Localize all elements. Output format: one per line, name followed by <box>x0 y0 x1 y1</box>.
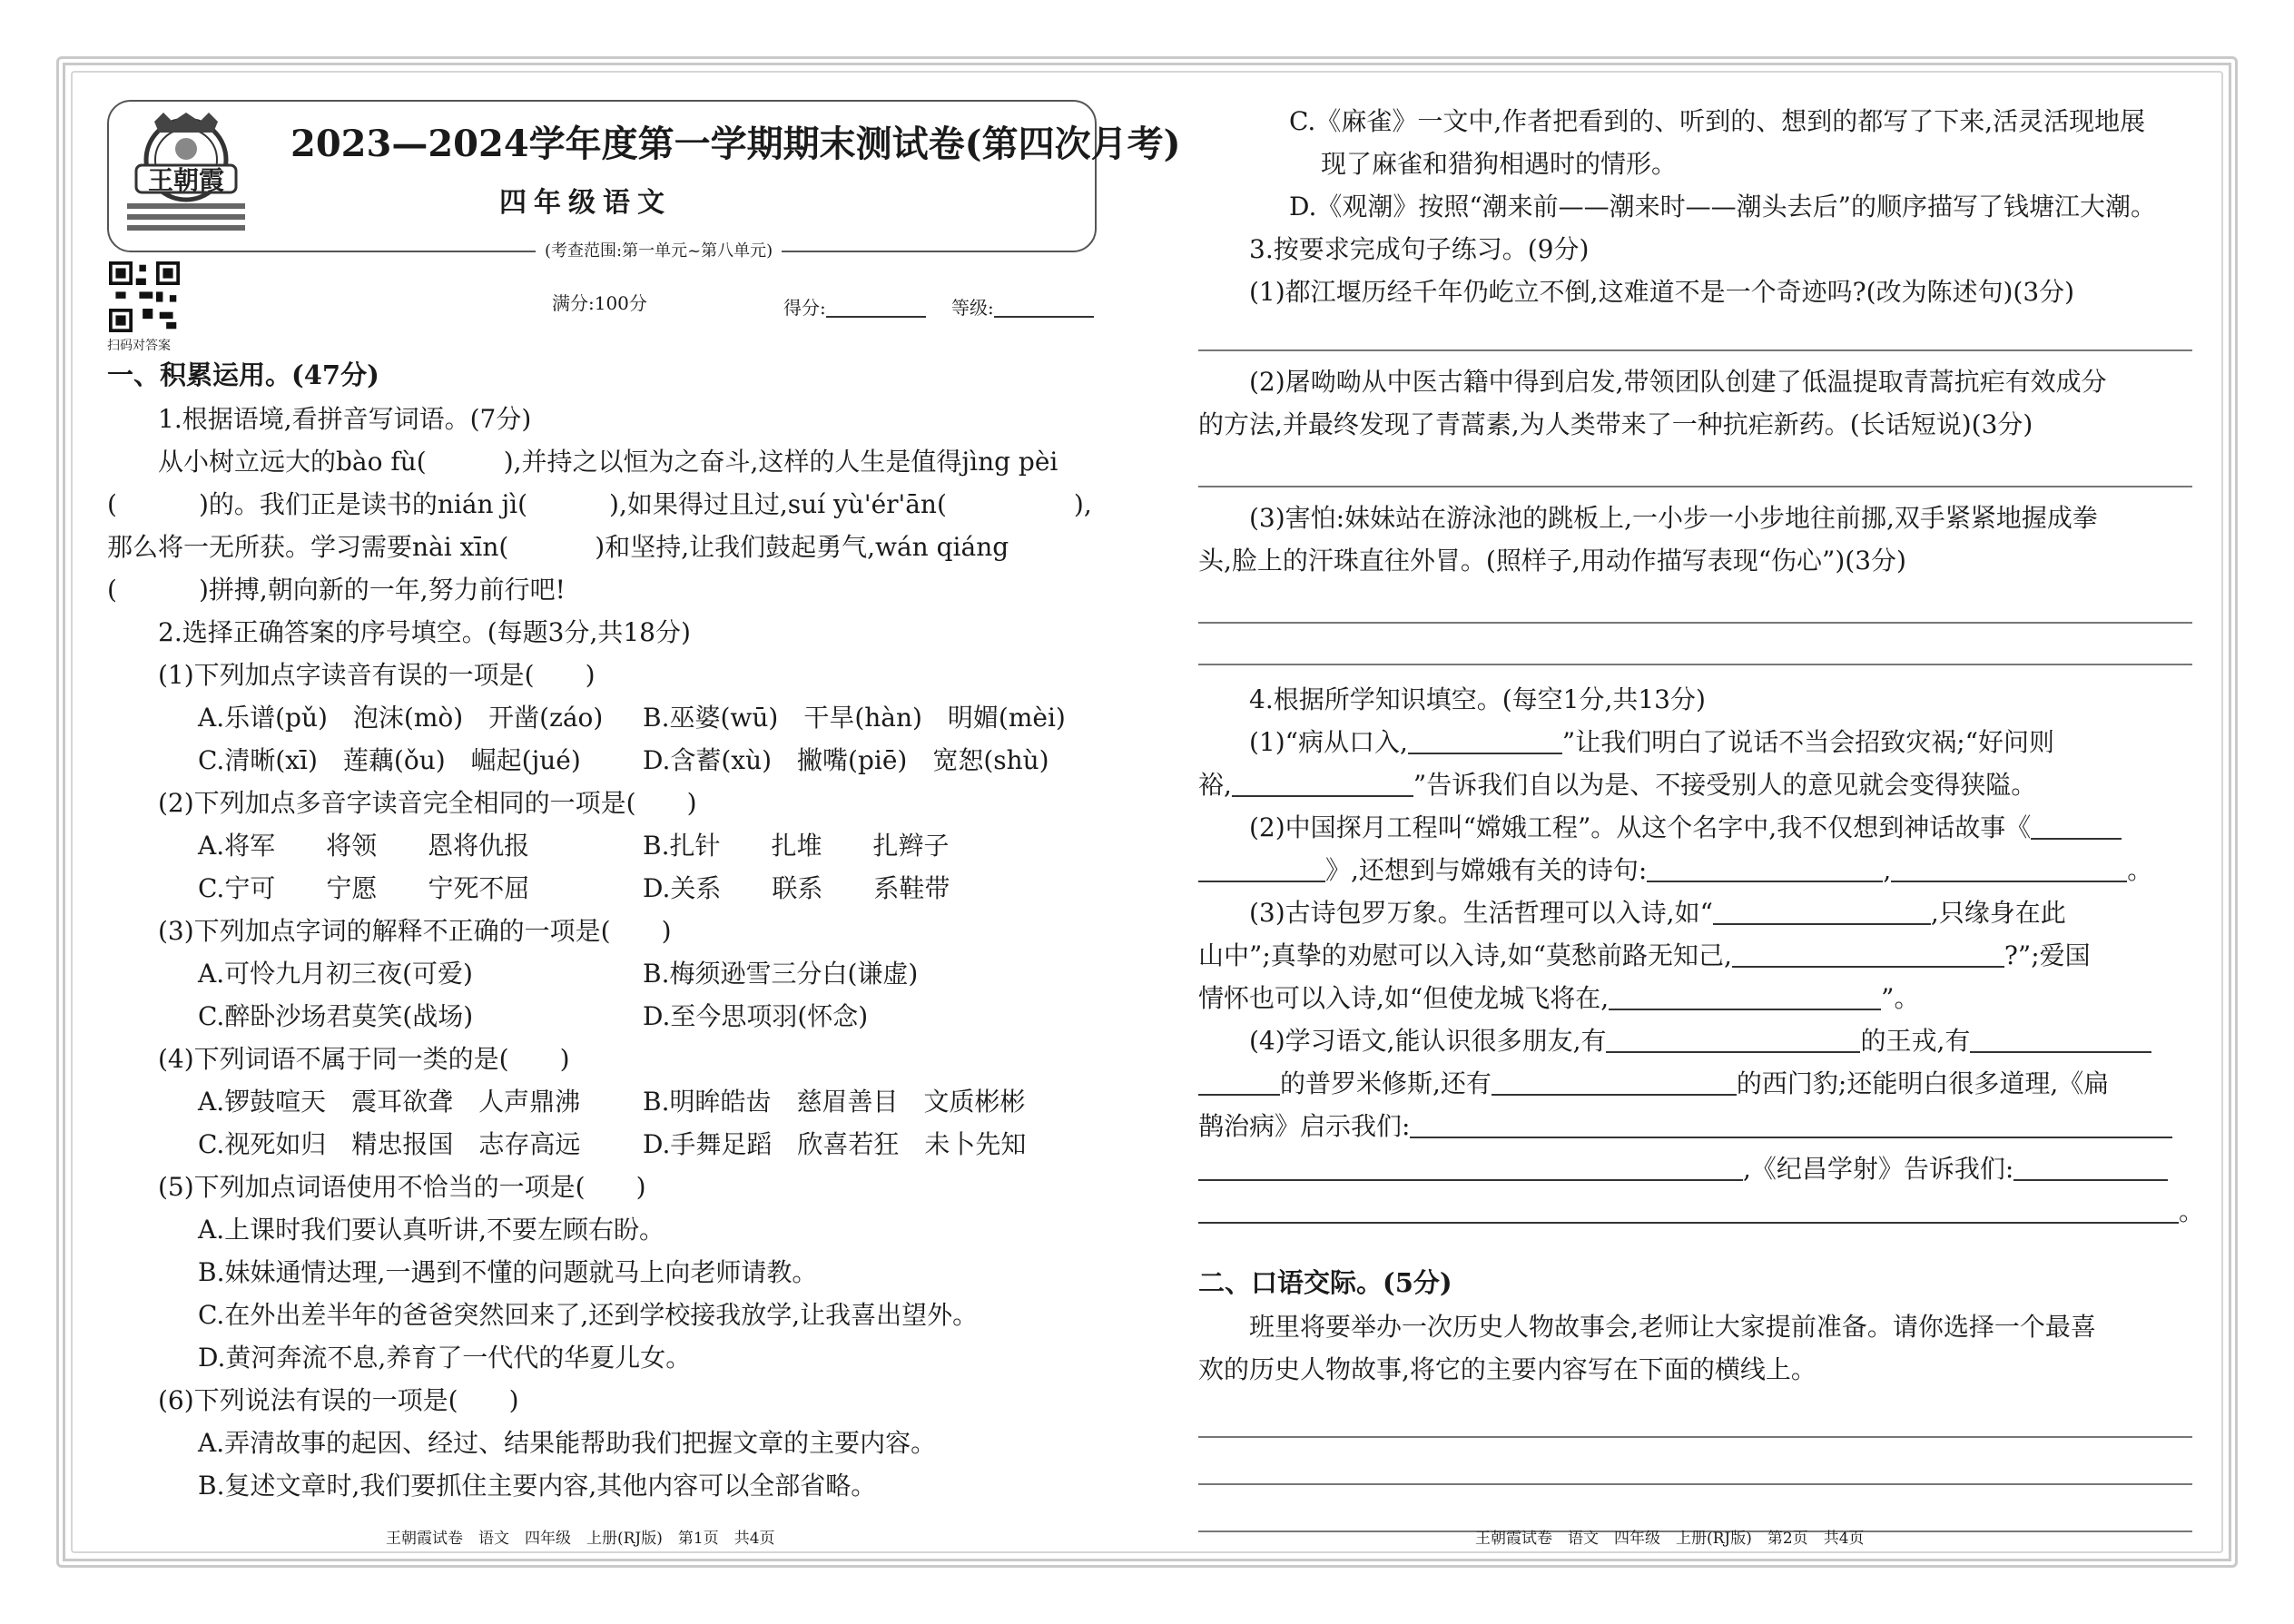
fill-blank[interactable] <box>1732 939 2004 968</box>
option: D.关系 联系 系鞋带 <box>643 873 950 903</box>
fill-blank[interactable] <box>1198 1152 1743 1181</box>
question-4: 4.根据所学知识填空。(每空1分,共13分) <box>1249 684 1706 714</box>
fill-blank[interactable] <box>1198 1195 2179 1224</box>
right-page <box>1198 100 2205 1543</box>
q3-2-line-1: (2)屠呦呦从中医古籍中得到启发,带领团队创建了低温提取青蒿抗疟有效成分 <box>1249 367 2107 397</box>
q2-4-options-cd <box>107 1123 1097 1166</box>
option: D.含蓄(xù) 撇嘴(piē) 宽恕(shù) <box>643 745 1049 775</box>
fill-blank[interactable] <box>1713 896 1931 925</box>
q4-2-line-1: (2)中国探月工程叫“嫦娥工程”。从这个名字中,我不仅想到神话故事《 <box>1198 806 2192 849</box>
fill-blank[interactable] <box>1492 1067 1737 1096</box>
fill-blank[interactable] <box>1609 981 1881 1010</box>
answer-line[interactable] <box>1198 624 2192 665</box>
q2-3-options-ab <box>107 952 1097 995</box>
option: B.明眸皓齿 慈眉善目 文质彬彬 <box>643 1087 1026 1117</box>
answer-line[interactable] <box>1198 1396 2192 1438</box>
q2-4: (4)下列词语不属于同一类的是( ) <box>158 1044 570 1074</box>
fill-blank[interactable] <box>1410 1109 2172 1138</box>
fill-blank[interactable] <box>1232 768 1413 797</box>
q2-3: (3)下列加点字词的解释不正确的一项是( ) <box>158 916 672 946</box>
q4-4-line-2: 的普罗米修斯,还有 的西门豹;还能明白很多道理,《扁 <box>1198 1062 2192 1105</box>
option: B.扎针 扎堆 扎辫子 <box>643 831 950 861</box>
exam-header <box>107 100 1181 261</box>
q2-6-option-d: D.《观潮》按照“潮来前——潮来时——潮头去后”的顺序描写了钱塘江大潮。 <box>1289 192 2156 221</box>
q4-3-line-1: (3)古诗包罗万象。生活哲理可以入诗,如“ ,只缘身在此 <box>1249 898 2066 928</box>
option: C.醉卧沙场君莫笑(战场) <box>198 1001 474 1031</box>
q2-5-option-d: D.黄河奔流不息,养育了一代代的华夏儿女。 <box>198 1343 692 1373</box>
fill-blank[interactable] <box>2031 811 2122 840</box>
option: C.清晰(xī) 莲藕(ǒu) 崛起(jué) <box>198 745 581 775</box>
q4-4-line-3: 鹊治病》启示我们: <box>1198 1105 2192 1147</box>
fill-blank[interactable] <box>1198 853 1325 882</box>
q3-3-line-1: (3)害怕:妹妹站在游泳池的跳板上,一小步一小步地往前挪,双手紧紧地握成拳 <box>1249 503 2098 533</box>
q4-2-line-2: 》,还想到与嫦娥有关的诗句: , 。 <box>1198 849 2192 891</box>
exam-scope: (考查范围:第一单元~第八单元) <box>536 238 782 261</box>
fill-blank[interactable] <box>1606 1024 1860 1053</box>
publisher-logo <box>118 113 254 240</box>
q4-4-line-4: ,《纪昌学射》告诉我们: <box>1198 1147 2192 1190</box>
fill-blank[interactable] <box>1970 1024 2151 1053</box>
section-1-heading: 一、积累运用。(47分) <box>107 359 379 390</box>
fill-blank[interactable] <box>1647 853 1883 882</box>
footer-left: 王朝霞试卷 语文 四年级 上册(RJ版) 第1页 共4页 <box>386 1530 775 1548</box>
q4-1-line-1: (1)“病从口入, ”让我们明白了说话不当会招致灾祸;“好问则 <box>1249 727 2054 757</box>
answer-line[interactable] <box>1198 582 2192 624</box>
grade-field[interactable]: 等级: <box>951 289 1094 320</box>
fill-blank[interactable] <box>1408 725 1562 754</box>
fill-blank[interactable] <box>2013 1152 2168 1181</box>
q1-line-2: ( )的。我们正是读书的nián jì( ),如果得过且过,suí yù'ér'ān( ), <box>107 489 1092 519</box>
q2-5-option-b: B.妹妹通情达理,一遇到不懂的问题就马上向老师请教。 <box>198 1257 818 1287</box>
answer-line[interactable] <box>1198 310 2192 351</box>
question-2: 2.选择正确答案的序号填空。(每题3分,共18分) <box>158 617 691 647</box>
q3-1: (1)都江堰历经千年仍屹立不倒,这难道不是一个奇迹吗?(改为陈述句)(3分) <box>1249 277 2075 307</box>
q2-6-option-b: B.复述文章时,我们要抓住主要内容,其他内容可以全部省略。 <box>198 1471 877 1501</box>
q2-6-option-c-1: C.《麻雀》一文中,作者把看到的、听到的、想到的都写了下来,活灵活现地展 <box>1289 106 2146 136</box>
q2-6: (6)下列说法有误的一项是( ) <box>158 1385 519 1415</box>
option: D.至今思项羽(怀念) <box>643 1001 869 1031</box>
q1-line-4: ( )拼搏,朝向新的一年,努力前行吧! <box>107 575 566 605</box>
q2-5: (5)下列加点词语使用不恰当的一项是( ) <box>158 1172 646 1202</box>
q1-line-1: 从小树立远大的bào fù( ),并持之以恒为之奋斗,这样的人生是值得jìng pèi <box>158 447 1058 477</box>
q2-2-options-cd <box>107 867 1097 910</box>
option: C.视死如归 精忠报国 志存高远 <box>198 1129 581 1159</box>
q2-1-options-cd <box>107 739 1097 782</box>
question-1: 1.根据语境,看拼音写词语。(7分) <box>158 404 532 434</box>
q2-1: (1)下列加点字读音有误的一项是( ) <box>158 660 596 690</box>
footer-right: 王朝霞试卷 语文 四年级 上册(RJ版) 第2页 共4页 <box>1475 1530 1865 1548</box>
option: A.乐谱(pǔ) 泡沫(mò) 开凿(záo) <box>198 703 604 733</box>
left-page <box>107 100 1181 1543</box>
q3-3-line-2: 头,脸上的汗珠直往外冒。(照样子,用动作描写表现“伤心”)(3分) <box>1198 546 1906 576</box>
q2-5-option-c: C.在外出差半年的爸爸突然回来了,还到学校接我放学,让我喜出望外。 <box>198 1300 979 1330</box>
sec2-instruction-1: 班里将要举办一次历史人物故事会,老师让大家提前准备。请你选择一个最喜 <box>1249 1312 2096 1342</box>
option: A.锣鼓喧天 震耳欲聋 人声鼎沸 <box>198 1087 581 1117</box>
q4-3-line-2: 山中”;真挚的劝慰可以入诗,如“莫愁前路无知己, ?”;爱国 <box>1198 940 2091 970</box>
score-field[interactable]: 得分: <box>783 289 926 320</box>
qr-caption: 扫码对答案 <box>107 339 171 353</box>
score-info <box>107 252 1097 353</box>
logo-text: 王朝霞 <box>147 165 225 195</box>
q2-3-options-cd <box>107 995 1097 1038</box>
q2-5-option-a: A.上课时我们要认真听讲,不要左顾右盼。 <box>198 1215 665 1245</box>
answer-line[interactable] <box>1198 1443 2192 1485</box>
fill-blank[interactable] <box>1891 853 2127 882</box>
q2-1-options-ab <box>107 696 1097 739</box>
exam-subtitle: 四年级语文 <box>499 187 672 219</box>
option: B.梅须逊雪三分白(谦虚) <box>643 959 919 989</box>
q2-2-options-ab <box>107 824 1097 867</box>
q4-4-line-1: (4)学习语文,能认识很多朋友,有 的王戎,有 <box>1198 1019 2192 1062</box>
qr-code-icon <box>109 261 180 332</box>
q2-6-option-c-2: 现了麻雀和猎狗相遇时的情形。 <box>1321 149 1678 179</box>
full-score: 满分:100分 <box>552 292 647 314</box>
option: D.手舞足蹈 欣喜若狂 未卜先知 <box>643 1129 1027 1159</box>
q2-2: (2)下列加点多音字读音完全相同的一项是( ) <box>158 788 697 818</box>
q4-1-line-2: 裕, ”告诉我们自以为是、不接受别人的意见就会变得狭隘。 <box>1198 770 2037 800</box>
exam-title: 2023—2024学年度第一学期期末测试卷(第四次月考) <box>290 123 1181 165</box>
question-3: 3.按要求完成句子练习。(9分) <box>1249 234 1590 264</box>
fill-blank[interactable] <box>1198 1067 1280 1096</box>
q2-4-options-ab <box>107 1080 1097 1123</box>
q4-3-line-3: 情怀也可以入诗,如“但使龙城飞将在, ”。 <box>1198 983 1920 1013</box>
option: A.将军 将领 恩将仇报 <box>198 831 530 861</box>
option: A.可怜九月初三夜(可爱) <box>198 959 473 989</box>
q1-line-3: 那么将一无所获。学习需要nài xīn( )和坚持,让我们鼓起勇气,wán qiáng <box>107 532 1009 562</box>
answer-line[interactable] <box>1198 446 2192 487</box>
q4-4-line-5: 。 <box>1198 1190 2192 1233</box>
option: C.宁可 宁愿 宁死不屈 <box>198 873 530 903</box>
option: B.巫婆(wū) 干旱(hàn) 明媚(mèi) <box>643 703 1066 733</box>
q2-6-option-a: A.弄清故事的起因、经过、结果能帮助我们把握文章的主要内容。 <box>198 1428 937 1458</box>
sec2-instruction-2: 欢的历史人物故事,将它的主要内容写在下面的横线上。 <box>1198 1354 1816 1384</box>
q3-2-line-2: 的方法,并最终发现了青蒿素,为人类带来了一种抗疟新药。(长话短说)(3分) <box>1198 409 2033 439</box>
section-2-heading: 二、口语交际。(5分) <box>1198 1267 1452 1298</box>
